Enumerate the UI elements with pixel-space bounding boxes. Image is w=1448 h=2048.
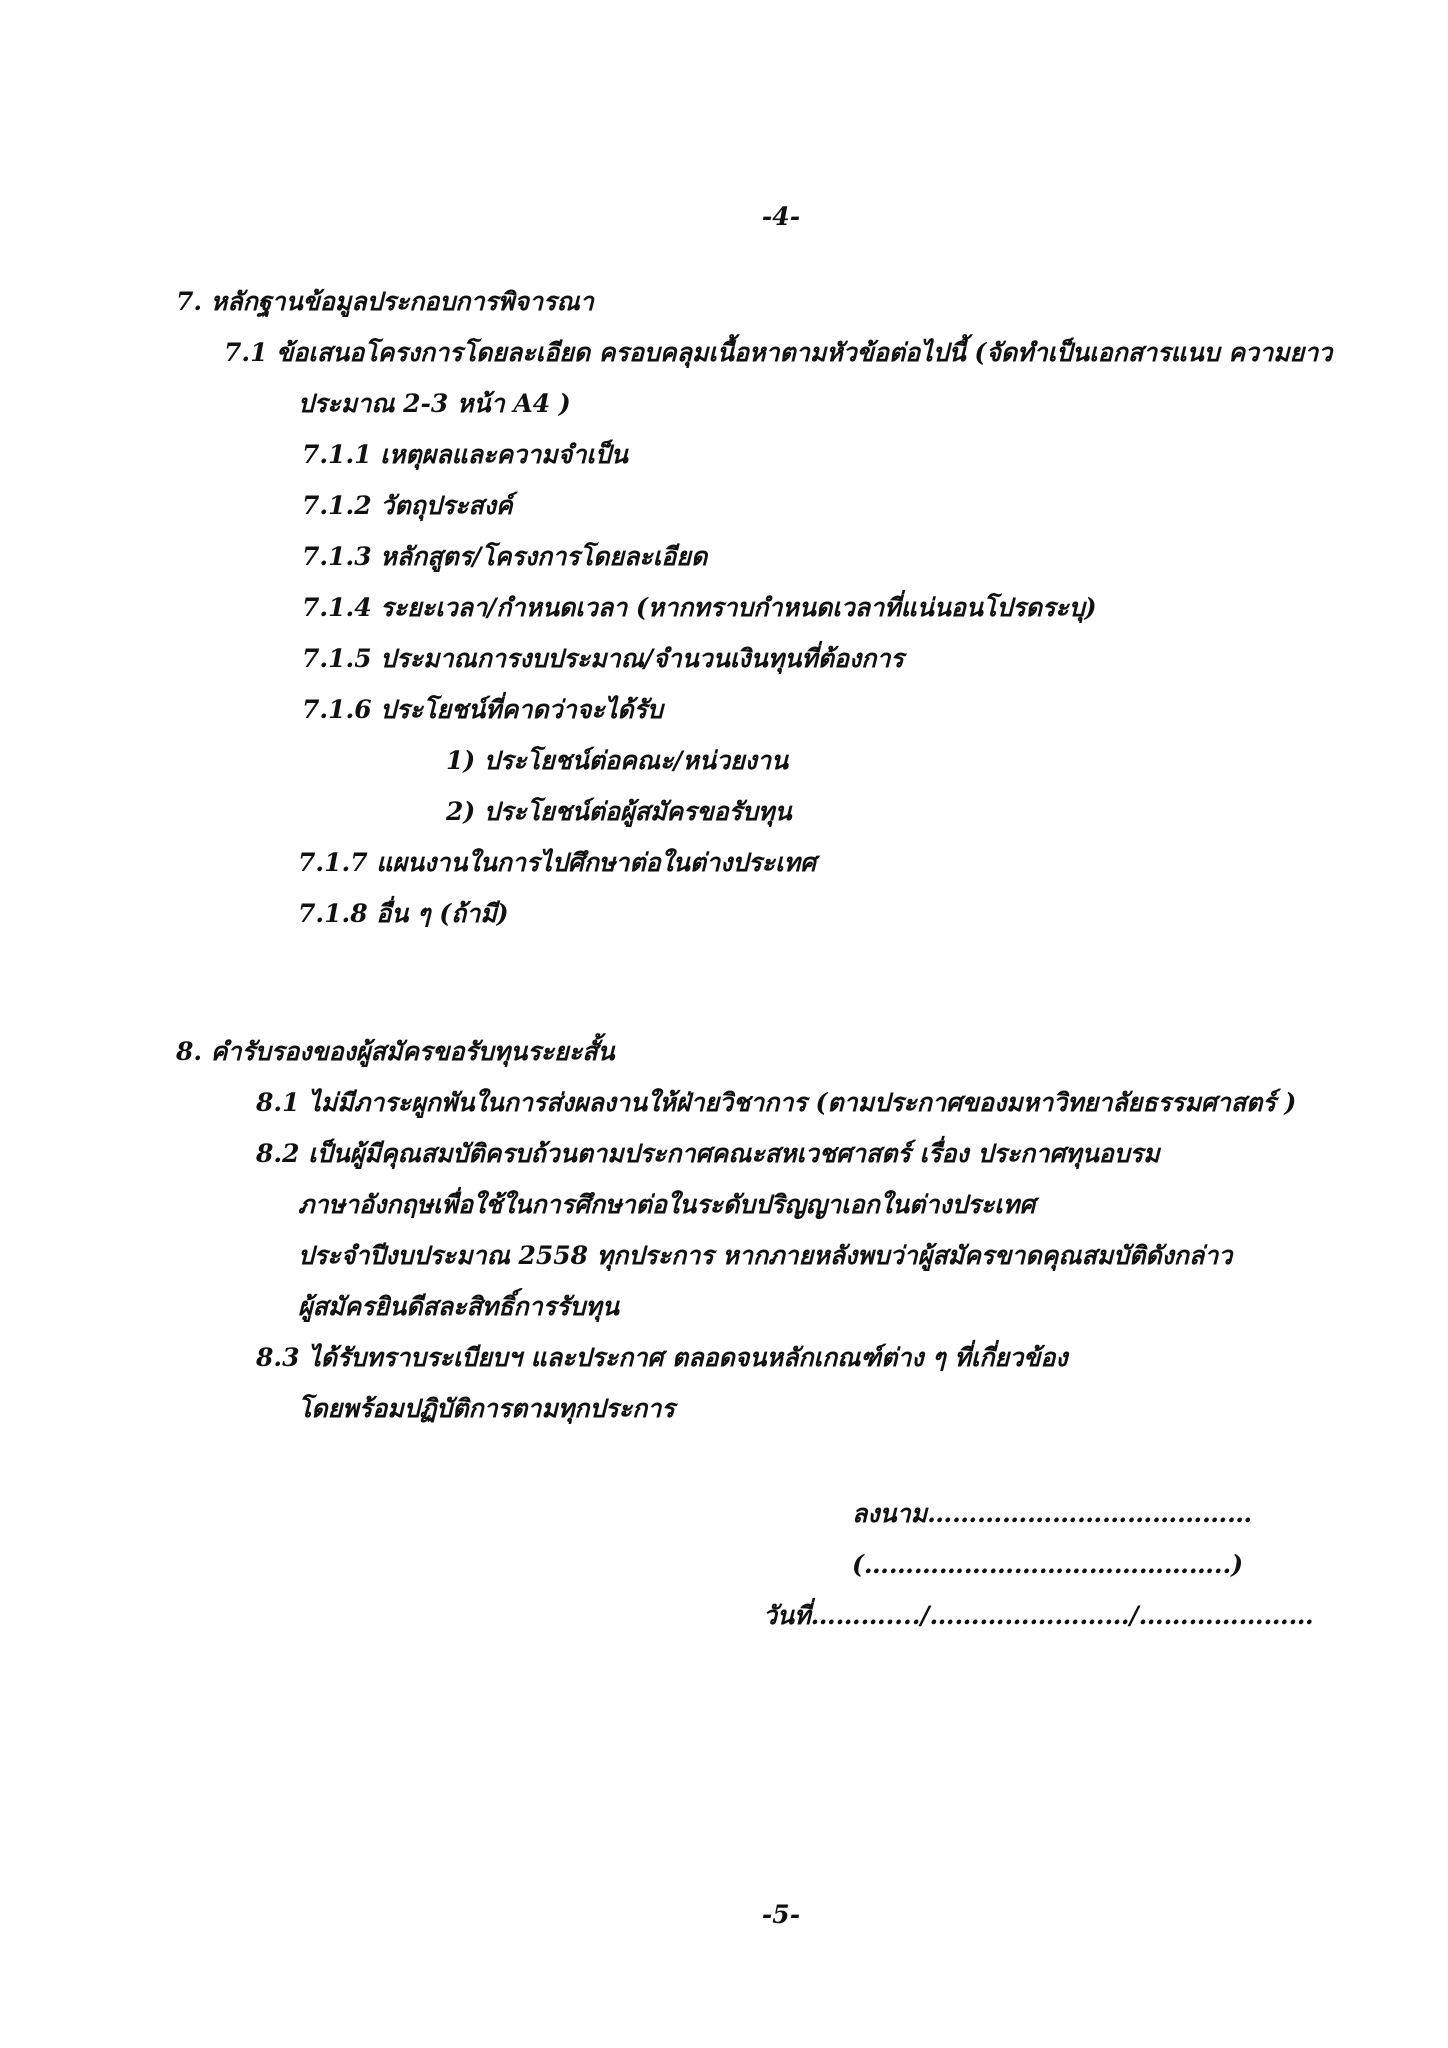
benefit-2: 2) ประโยชน์ต่อผู้สมัครขอรับทุน: [446, 797, 792, 826]
item-7-1-5: 7.1.5 ประมาณการงบประมาณ/จำนวนเงินทุนที่ต้องการ: [302, 644, 904, 673]
item-8-2-line-3: ประจำปีงบประมาณ 2558 ทุกประการ หากภายหลังพบว่าผู้สมัครขาดคุณสมบัติดังกล่าว: [298, 1241, 1233, 1270]
item-7-1-3: 7.1.3 หลักสูตร/โครงการโดยละเอียด: [302, 542, 708, 571]
item-7-1-line-1: 7.1 ข้อเสนอโครงการโดยละเอียด ครอบคลุมเนื้อหาตามหัวข้อต่อไปนี้ (จัดทำเป็นเอกสารแนบ ความยาว: [224, 338, 1333, 367]
item-8-1: 8.1 ไม่มีภาระผูกพันในการส่งผลงานให้ฝ่ายวิชาการ (ตามประกาศของมหาวิทยาลัยธรรมศาสตร์ ): [256, 1088, 1297, 1117]
page-number-bottom: -5-: [761, 1900, 801, 1929]
item-8-3-line-2: โดยพร้อมปฏิบัติการตามทุกประการ: [298, 1394, 675, 1423]
benefit-1: 1) ประโยชน์ต่อคณะ/หน่วยงาน: [446, 746, 789, 775]
signature-line: ลงนาม…………………………………: [852, 1499, 1253, 1528]
item-7-1-line-2: ประมาณ 2-3 หน้า A4 ): [298, 389, 571, 418]
item-8-2-line-4: ผู้สมัครยินดีสละสิทธิ์การรับทุน: [298, 1292, 619, 1321]
item-8-2-line-1: 8.2 เป็นผู้มีคุณสมบัติครบถ้วนตามประกาศคณะสหเวชศาสตร์ เรื่อง ประกาศทุนอบรม: [256, 1139, 1160, 1168]
item-8-2-line-2: ภาษาอังกฤษเพื่อใช้ในการศึกษาต่อในระดับปริญญาเอกในต่างประเทศ: [298, 1190, 1036, 1219]
signature-name-line: (……………………………………..): [852, 1550, 1244, 1579]
item-8-3-line-1: 8.3 ได้รับทราบระเบียบฯ และประกาศ ตลอดจนหลักเกณฑ์ต่าง ๆ ที่เกี่ยวข้อง: [256, 1343, 1068, 1372]
section-7-heading: 7. หลักฐานข้อมูลประกอบการพิจารณา: [176, 287, 594, 316]
item-7-1-1: 7.1.1 เหตุผลและความจำเป็น: [302, 440, 628, 469]
item-7-1-6: 7.1.6 ประโยชน์ที่คาดว่าจะได้รับ: [302, 695, 663, 724]
item-7-1-8: 7.1.8 อื่น ๆ (ถ้ามี): [298, 899, 509, 928]
signature-date-line: วันที่………..../……………………/…………………: [763, 1601, 1314, 1630]
item-7-1-7: 7.1.7 แผนงานในการไปศึกษาต่อในต่างประเทศ: [298, 848, 816, 877]
page-number-top: -4-: [761, 202, 801, 231]
section-8-heading: 8. คำรับรองของผู้สมัครขอรับทุนระยะสั้น: [176, 1037, 615, 1066]
item-7-1-2: 7.1.2 วัตถุประสงค์: [302, 491, 513, 520]
item-7-1-4: 7.1.4 ระยะเวลา/กำหนดเวลา (หากทราบกำหนดเวลาที่แน่นอนโปรดระบุ): [302, 593, 1097, 622]
